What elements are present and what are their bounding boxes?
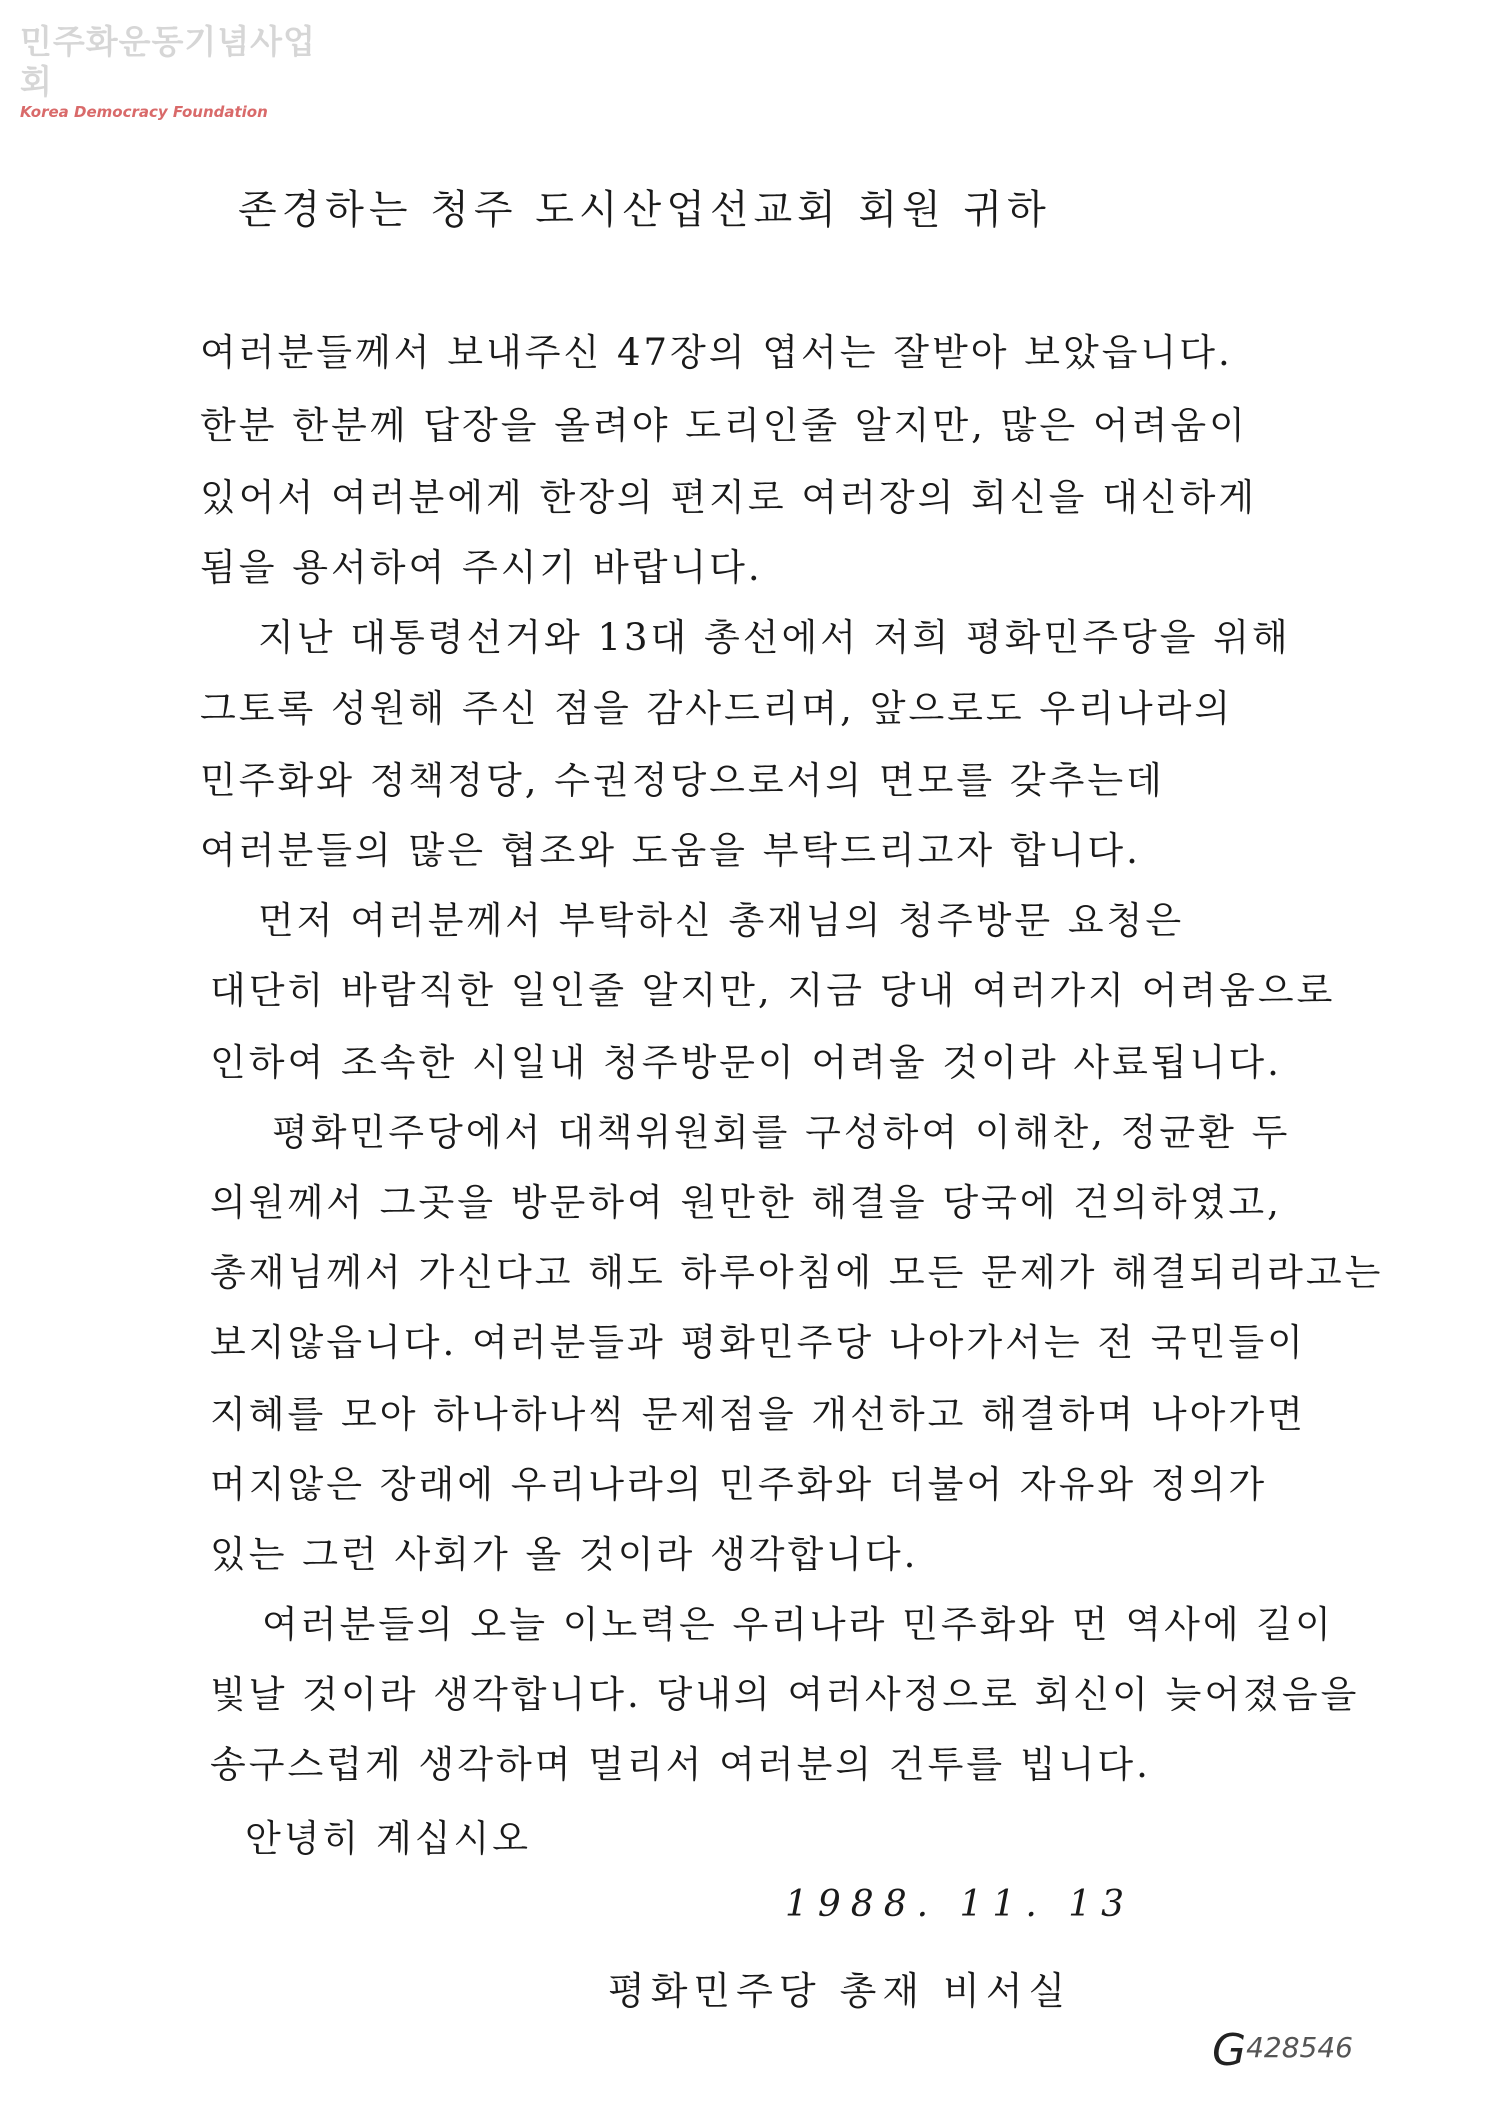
letter-line: 머지않은 장래에 우리나라의 민주화와 더불어 자유와 정의가 [210, 1463, 1268, 1506]
letter-line: 빛날 것이라 생각합니다. 당내의 여러사정으로 회신이 늦어졌음을 [210, 1673, 1360, 1716]
letter-line: 지난 대통령선거와 13대 총선에서 저희 평화민주당을 위해 [258, 616, 1291, 659]
letter-line: 있어서 여러분에게 한장의 편지로 여러장의 회신을 대신하게 [200, 476, 1258, 519]
letter-line: 한분 한분께 답장을 올려야 도리인줄 알지만, 많은 어려움이 [200, 404, 1248, 447]
letter-sender: 평화민주당 총재 비서실 [608, 1969, 1072, 2013]
letter-line: 있는 그런 사회가 올 것이라 생각합니다. [210, 1533, 919, 1576]
letter-line: 대단히 바람직한 일인줄 알지만, 지금 당내 여러가지 어려움으로 [210, 969, 1336, 1012]
letter-line: 인하여 조속한 시일내 청주방문이 어려울 것이라 사료됩니다. [210, 1041, 1282, 1084]
archive-code-number: 428546 [1246, 2031, 1353, 2064]
letter-line: 됨을 용서하여 주시기 바랍니다. [200, 546, 763, 589]
letter-line: 여러분들의 많은 협조와 도움을 부탁드리고자 합니다. [200, 829, 1141, 872]
watermark-korean-name: 민주화운동기념사업회 [20, 22, 316, 101]
letter-line: 총재님께서 가신다고 해도 하루아침에 모든 문제가 해결되리라고는 [210, 1251, 1384, 1294]
archive-number [1212, 2025, 1353, 2076]
letter-line: 의원께서 그곳을 방문하여 원만한 해결을 당국에 건의하였고, [210, 1181, 1282, 1224]
letter-closing: 안녕히 계십시오 [245, 1817, 531, 1860]
letter-line: 지혜를 모아 하나하나씩 문제점을 개선하고 해결하며 나아가면 [210, 1393, 1306, 1436]
letter-line: 송구스럽게 생각하며 멀리서 여러분의 건투를 빕니다. [210, 1743, 1151, 1786]
watermark-english-name: Korea Democracy Foundation [20, 103, 268, 121]
letter-line: 평화민주당에서 대책위원회를 구성하여 이해찬, 정균환 두 [272, 1111, 1291, 1154]
letter-line: 보지않읍니다. 여러분들과 평화민주당 나아가서는 전 국민들이 [210, 1321, 1306, 1364]
letter-date: 1988. 11. 13 [785, 1884, 1135, 1925]
archive-code-prefix: G [1212, 2025, 1247, 2076]
letter-line: 먼저 여러분께서 부탁하신 총재님의 청주방문 요청은 [258, 899, 1185, 942]
letter-line: 민주화와 정책정당, 수권정당으로서의 면모를 갖추는데 [200, 759, 1165, 802]
letter-line: 그토록 성원해 주신 점을 감사드리며, 앞으로도 우리나라의 [200, 687, 1234, 730]
letter-line: 여러분들께서 보내주신 47장의 엽서는 잘받아 보았읍니다. [200, 331, 1233, 374]
letter-salutation: 존경하는 청주 도시산업선교회 회원 귀하 [238, 187, 1051, 233]
letter-line: 여러분들의 오늘 이노력은 우리나라 민주화와 먼 역사에 길이 [262, 1603, 1334, 1646]
